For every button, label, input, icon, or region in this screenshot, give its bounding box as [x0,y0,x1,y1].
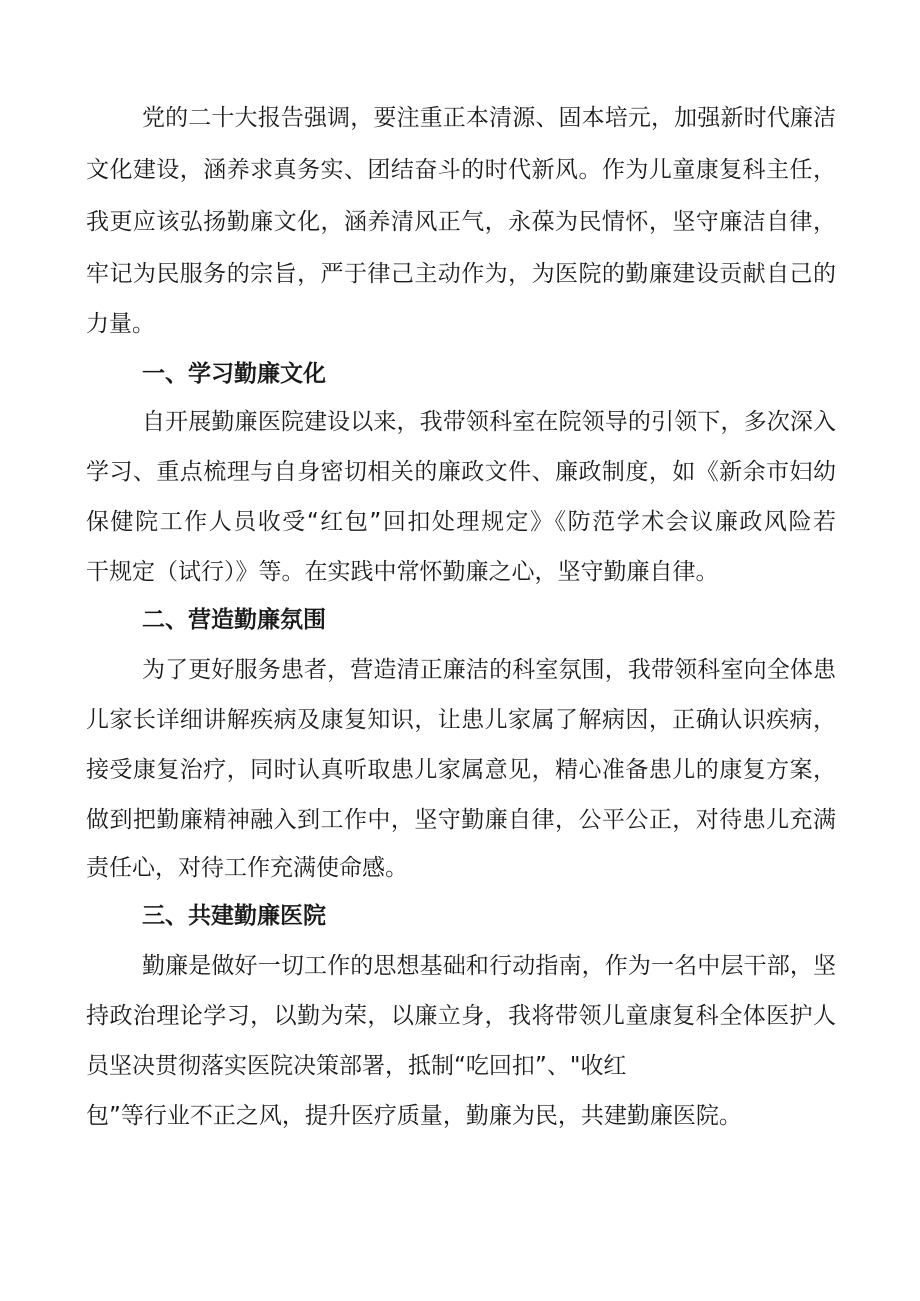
section-1-line-2: 学习、重点梳理与自身密切相关的廉政文件、廉政制度，如《新余市妇幼 [86,459,836,485]
section-3-line-3: 员坚决贯彻落实医院决策部署，抵制“吃回扣”、"收红 [86,1053,627,1079]
section-3-heading: 三、共建勤廉医院 [142,903,326,929]
section-3-line-2: 持政治理论学习，以勤为荣，以廉立身，我将带领儿童康复科全体医护人 [86,1003,836,1029]
intro-line-2: 文化建设，涵养求真务实、团结奋斗的时代新风。作为儿童康复科主任， [86,157,836,183]
intro-line-3: 我更应该弘扬勤廉文化，涵养清风正气，永葆为民情怀，坚守廉洁自律， [86,209,836,235]
section-3-line-4: 包”等行业不正之风，提升医疗质量，勤廉为民，共建勤廉医院。 [86,1103,742,1129]
section-2-line-4: 做到把勤廉精神融入到工作中，坚守勤廉自律，公平公正，对待患儿充满 [86,807,836,833]
section-1-line-4: 干规定（试行）》等。在实践中常怀勤廉之心，坚守勤廉自律。 [86,559,719,585]
section-2-line-2: 儿家长详细讲解疾病及康复知识，让患儿家属了解病因，正确认识疾病， [86,707,836,733]
intro-line-5: 力量。 [86,311,155,337]
section-2-line-5: 责任心，对待工作充满使命感。 [86,855,408,881]
section-2-heading: 二、营造勤廉氛围 [142,607,326,633]
section-1-line-3: 保健院工作人员收受“红包”回扣处理规定》《防范学术会议廉政风险若 [86,509,836,535]
section-1-line-1: 自开展勤廉医院建设以来，我带领科室在院领导的引领下，多次深入 [142,409,836,435]
section-2-line-3: 接受康复治疗，同时认真听取患儿家属意见，精心准备患儿的康复方案， [86,757,836,783]
intro-line-4: 牢记为民服务的宗旨，严于律己主动作为，为医院的勤廉建设贡献自己的 [86,261,836,287]
intro-line-1: 党的二十大报告强调，要注重正本清源、固本培元，加强新时代廉洁 [142,105,836,131]
section-2-line-1: 为了更好服务患者，营造清正廉洁的科室氛围，我带领科室向全体患 [142,657,836,683]
section-3-line-1: 勤廉是做好一切工作的思想基础和行动指南，作为一名中层干部，坚 [142,953,836,979]
section-1-heading: 一、学习勤廉文化 [142,361,326,387]
